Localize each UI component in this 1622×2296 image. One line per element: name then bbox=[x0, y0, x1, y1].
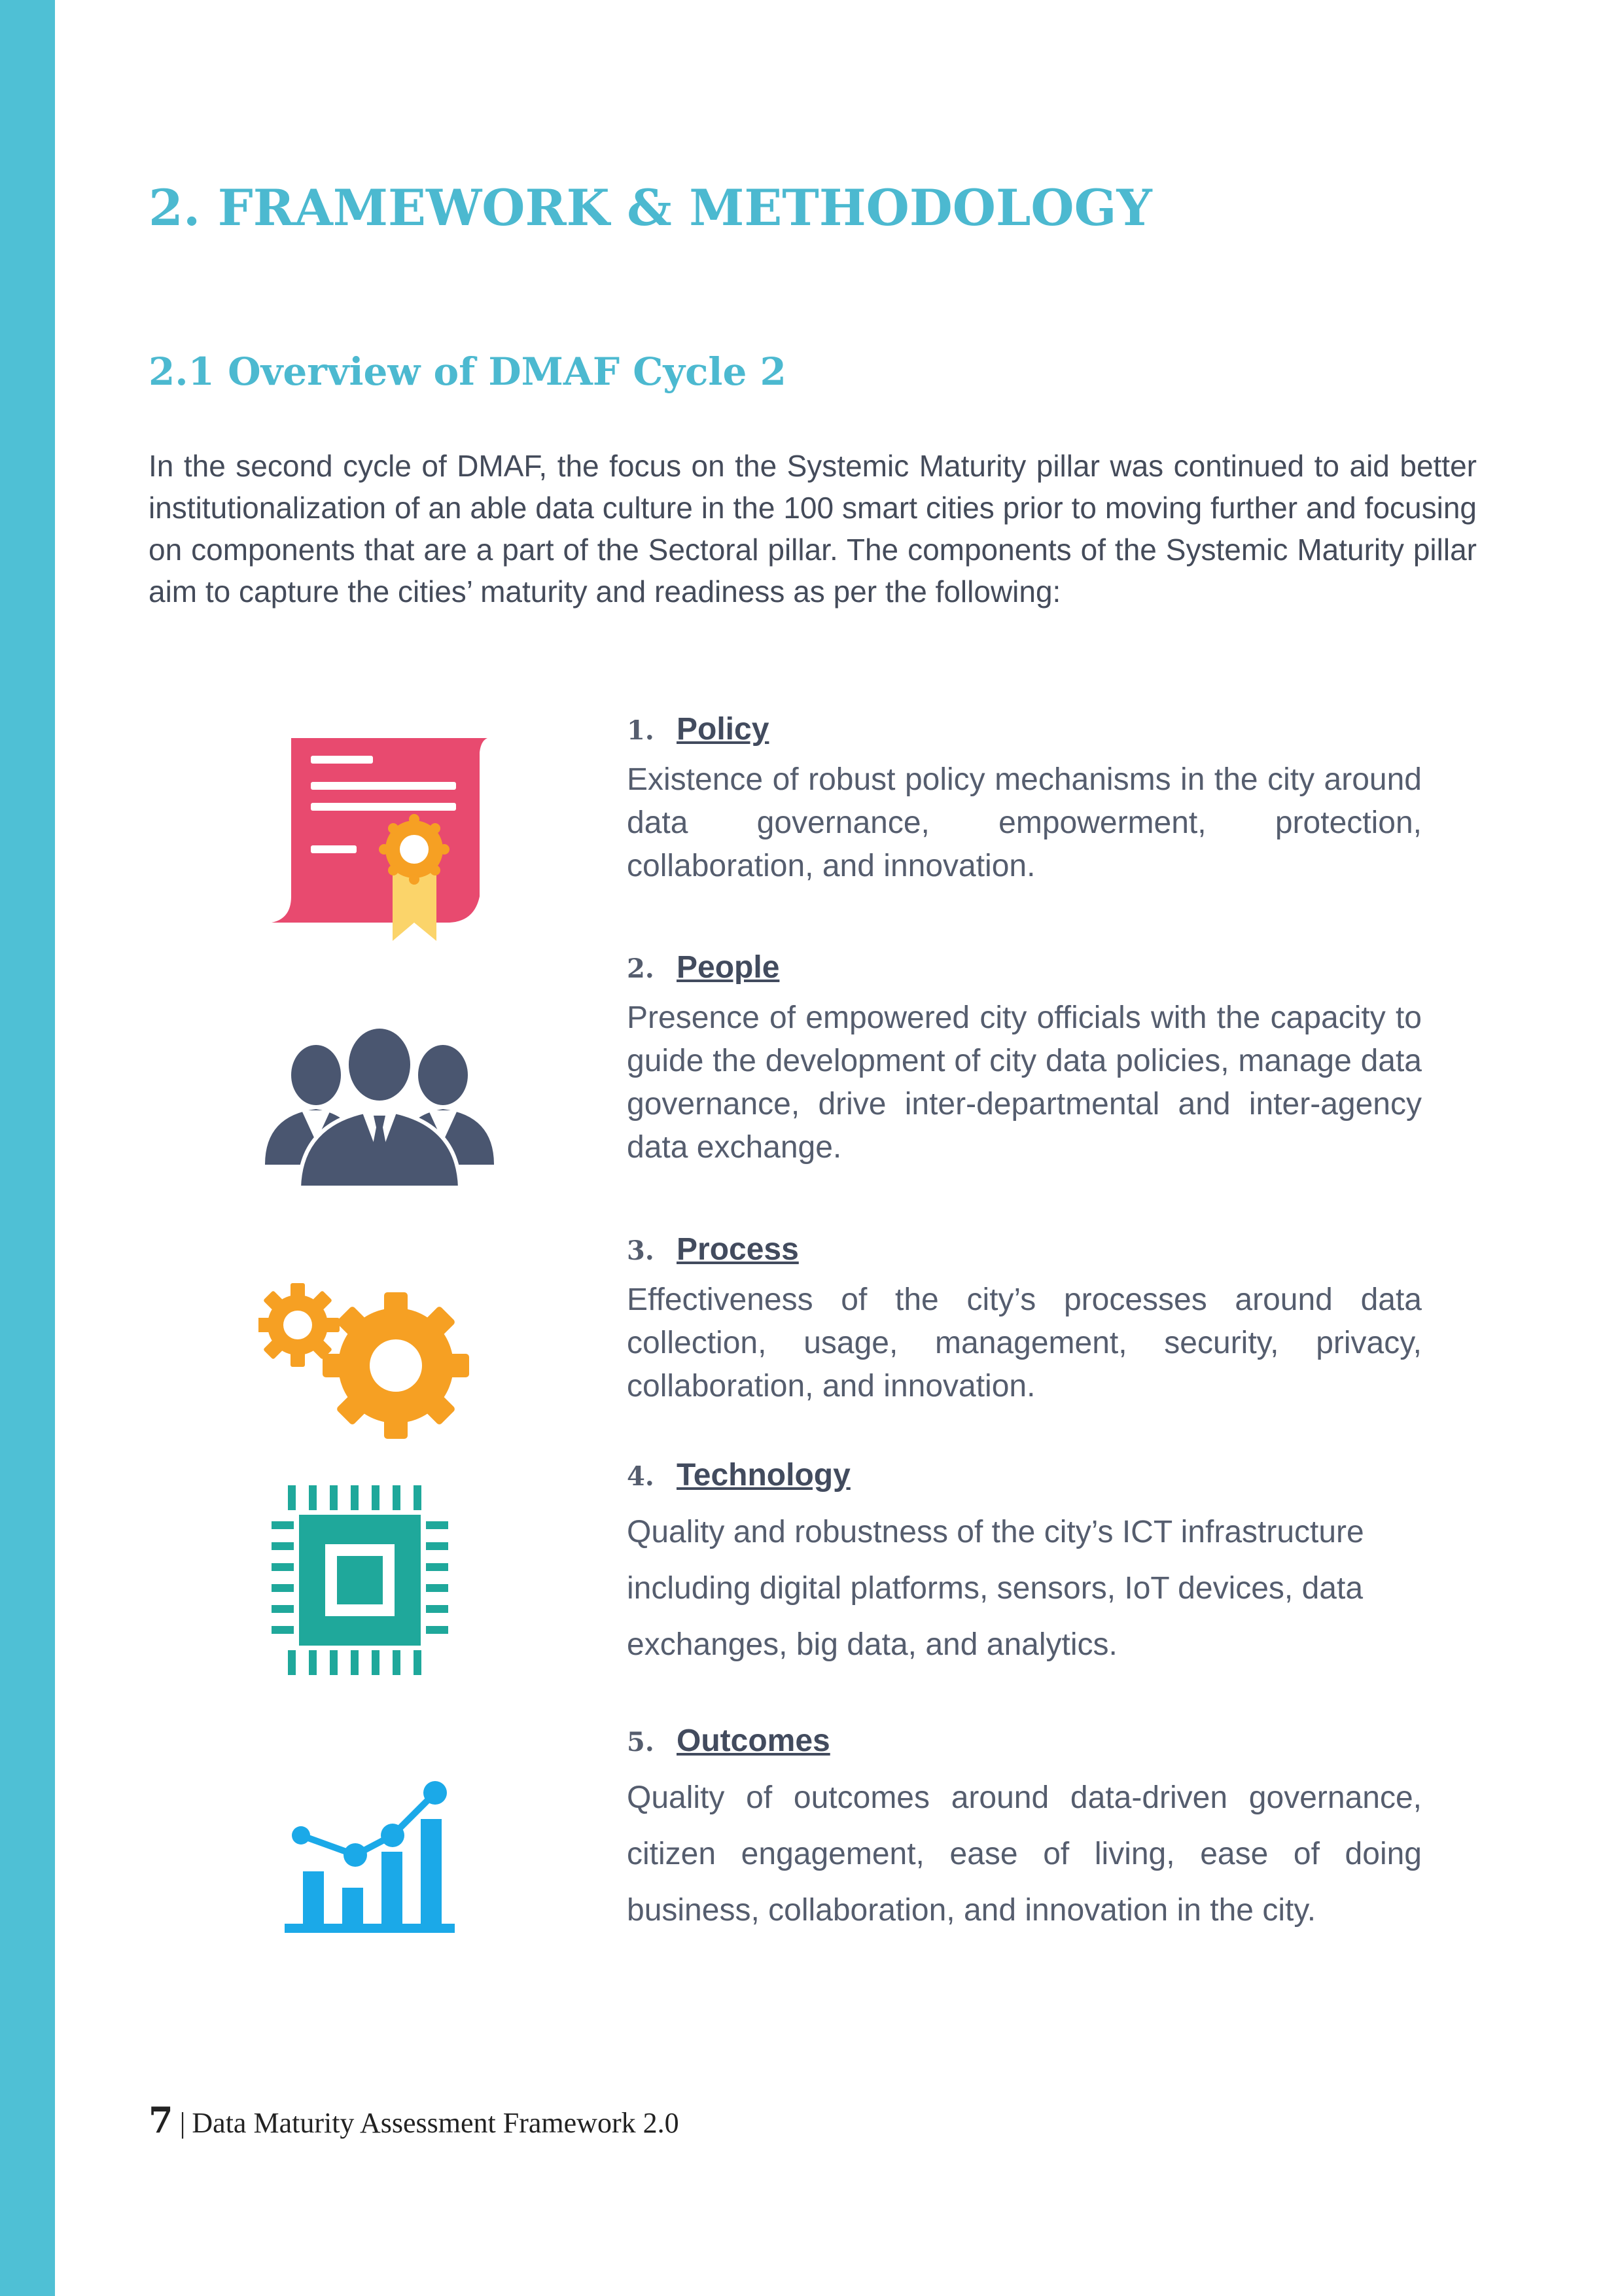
item-title: Technology bbox=[677, 1458, 851, 1492]
list-item-outcomes bbox=[627, 1720, 1422, 1939]
item-number: 5. bbox=[627, 1727, 654, 1757]
item-number: 2. bbox=[627, 953, 654, 984]
item-title: People bbox=[677, 950, 780, 985]
item-number: 1. bbox=[627, 715, 654, 746]
item-number: 3. bbox=[627, 1235, 654, 1266]
page-footer bbox=[149, 2094, 679, 2146]
item-description: Existence of robust policy mechanisms in the city around data governance, empowerment, protection, collaboration, and innovation. bbox=[627, 762, 1422, 883]
list-item-process bbox=[627, 1229, 1422, 1408]
footer-separator: | bbox=[179, 2107, 186, 2139]
item-title: Policy bbox=[677, 712, 769, 747]
item-number: 4. bbox=[627, 1461, 654, 1492]
item-title: Outcomes bbox=[677, 1723, 830, 1758]
list-item-technology bbox=[627, 1455, 1422, 1673]
side-accent-bar bbox=[0, 0, 55, 2296]
growth-chart-icon bbox=[285, 1773, 461, 1937]
section-heading: 2. FRAMEWORK & METHODOLOGY bbox=[149, 179, 1152, 237]
item-description: Quality and robustness of the city’s ICT infrastructure including digital platforms, sensors, IoT devices, data exchanges, big data, and analytics. bbox=[627, 1515, 1364, 1662]
list-item-policy bbox=[627, 709, 1422, 888]
people-icon bbox=[265, 1024, 494, 1188]
document-title: Data Maturity Assessment Framework 2.0 bbox=[192, 2107, 679, 2139]
page-number: 7 bbox=[149, 2099, 173, 2141]
item-title: Process bbox=[677, 1232, 799, 1267]
item-description: Effectiveness of the city’s processes around data collection, usage, management, security, privacy, collaboration, and innovation. bbox=[627, 1282, 1422, 1404]
list-item-people bbox=[627, 947, 1422, 1169]
gears-icon bbox=[258, 1279, 474, 1443]
certificate-icon bbox=[265, 733, 494, 949]
subsection-heading: 2.1 Overview of DMAF Cycle 2 bbox=[149, 349, 786, 394]
intro-paragraph: In the second cycle of DMAF, the focus on the Systemic Maturity pillar was continued to aid better institutionalization of an able data culture in the 100 smart cities prior to moving further and focusing on components that are a part of the Sectoral pillar. The components of the Systemic Maturity pillar aim to capture the cities’ maturity and readiness as per the following: bbox=[149, 449, 1477, 609]
item-description: Quality of outcomes around data-driven governance, citizen engagement, ease of living, ease of doing business, collaboration, and innovation in the city. bbox=[627, 1780, 1422, 1928]
chip-icon bbox=[272, 1485, 448, 1675]
item-description: Presence of empowered city officials with the capacity to guide the development of city data policies, manage data governance, drive inter-departmental and inter-agency data exchange. bbox=[627, 1000, 1422, 1165]
